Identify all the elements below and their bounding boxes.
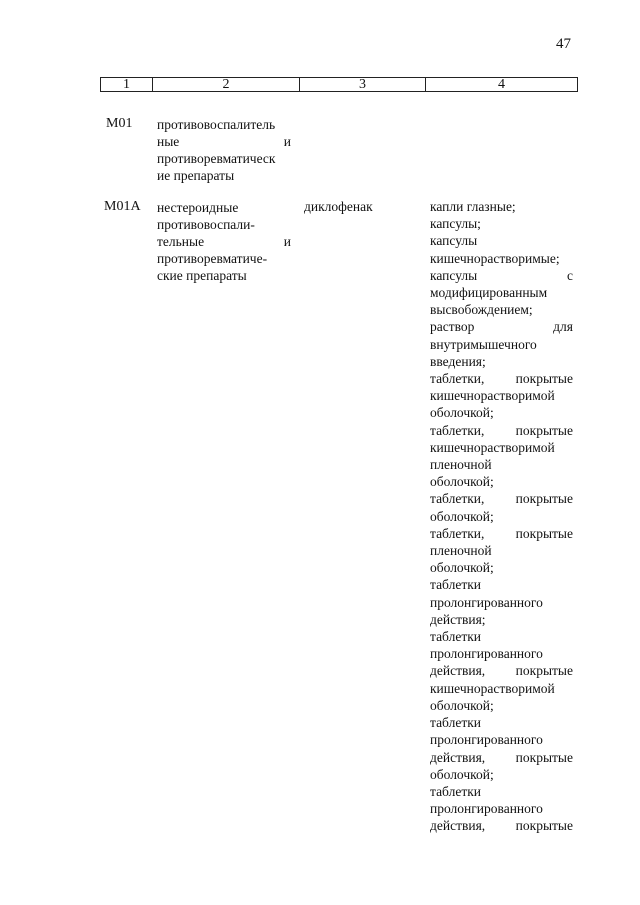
atc-group-name-m01 [157,116,291,184]
dosage-form-line: действия; [430,611,486,627]
inn-name-diclofenac: диклофенак [304,199,373,214]
dosage-form-line: пленочной [430,457,492,473]
dosage-form-line: капли глазные; [430,199,516,214]
dosage-form-line: пленочной [430,543,492,559]
dosage-form-line: раствор для [430,319,573,335]
dosage-form-line: кишечнорастворимые; [430,250,560,266]
dosage-form-line: оболочкой; [430,560,494,576]
dosage-form-line: действия, покрытые [430,663,573,679]
dosage-form-line: действия, покрытые [430,749,573,765]
dosage-form-line: таблетки [430,715,482,731]
dosage-form-line: таблетки [430,577,482,593]
atc-group-name-m01a [157,199,291,284]
dosage-form-line: капсулы с [430,267,573,283]
dosage-form-line: оболочкой; [430,508,494,524]
dosage-form-line: пролонгированного [430,732,543,748]
name-line: ие препараты [157,168,235,183]
dosage-form-line: таблетки, покрытые [430,491,573,507]
column-header-3: 3 [300,78,426,91]
name-line: тельные и [157,234,291,249]
dosage-form-line: кишечнорастворимой [430,680,555,696]
name-line: ские препараты [157,268,247,283]
dosage-form-line: пролонгированного [430,594,543,610]
dosage-form-line: оболочкой; [430,766,494,782]
dosage-form-line: кишечнорастворимой [430,439,555,455]
dosage-form-line: оболочкой; [430,474,494,490]
dosage-form-line: оболочкой; [430,405,494,421]
dosage-form-line: высвобождением; [430,302,533,318]
dosage-form-line: капсулы [430,233,478,249]
name-line: противоревматиче- [157,251,268,266]
dosage-form-line: модифицированным [430,285,548,301]
dosage-form-line: пролонгированного [430,801,543,817]
name-line: нестероидные [157,200,239,215]
dosage-forms-list [430,198,573,835]
dosage-form-line: введения; [430,353,486,369]
dosage-form-line: капсулы; [430,216,481,232]
dosage-form-line: таблетки, покрытые [430,525,573,541]
atc-code-m01: M01 [106,116,133,131]
name-line: противовоспалитель [157,117,276,132]
dosage-form-line: внутримышечного [430,336,537,352]
dosage-form-line: таблетки, покрытые [430,371,573,387]
page-number: 47 [556,36,571,52]
column-header-4: 4 [498,77,505,92]
column-header-1: 1 [101,78,153,91]
dosage-form-line: действия, покрытые [430,818,573,834]
dosage-form-line: кишечнорастворимой [430,388,555,404]
dosage-form-line: пролонгированного [430,646,543,662]
dosage-form-line: таблетки [430,629,482,645]
table-header-row [100,77,578,92]
name-line: противовоспали- [157,217,255,232]
dosage-form-line: таблетки, покрытые [430,422,573,438]
dosage-form-line: оболочкой; [430,697,494,713]
dosage-form-line: таблетки [430,783,482,799]
name-line: ные и [157,134,291,149]
name-line: противоревматическ [157,151,276,166]
atc-code-m01a: M01A [104,199,141,214]
column-header-2: 2 [153,78,300,91]
